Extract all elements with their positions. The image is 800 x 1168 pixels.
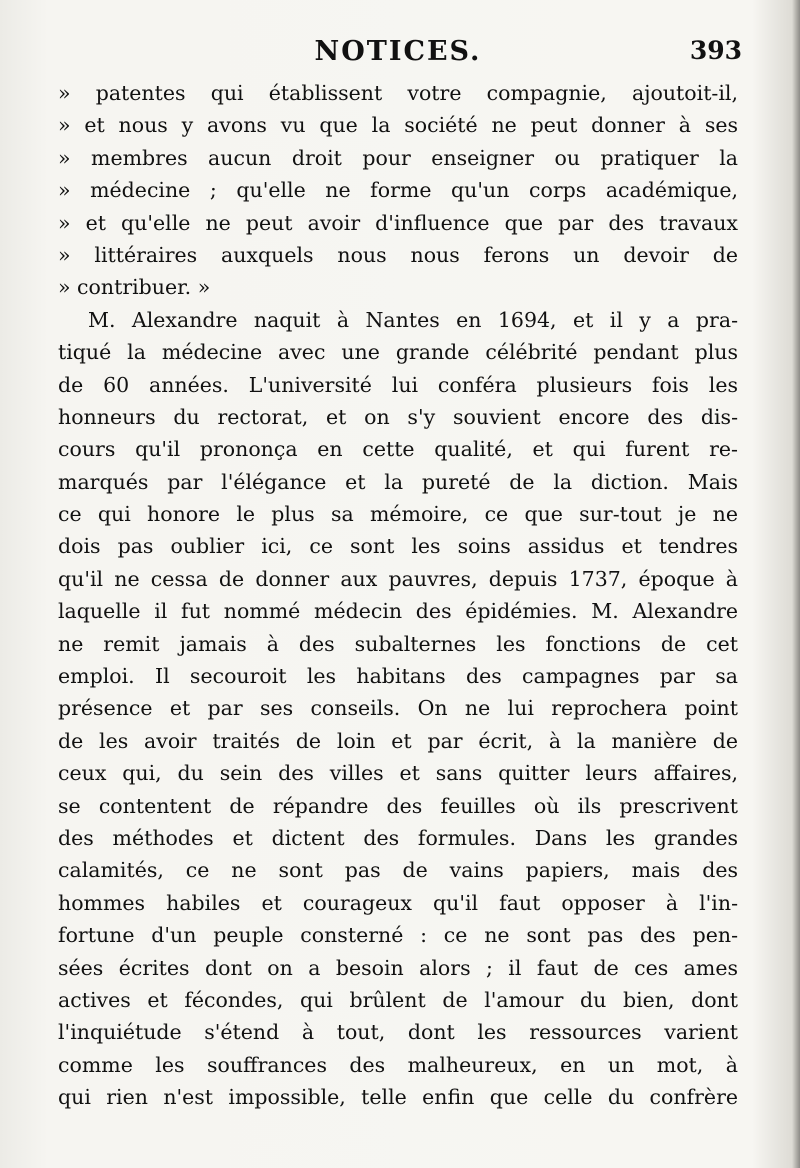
text-line: calamités, ce ne sont pas de vains papiers, mais des	[58, 858, 738, 883]
text-line: présence et par ses conseils. On ne lui reprochera point	[58, 696, 738, 721]
body-text	[58, 77, 738, 1114]
text-line: ceux qui, du sein des villes et sans quitter leurs affaires,	[58, 761, 738, 786]
paragraph-start-line: M. Alexandre naquit à Nantes en 1694, et il y a pra-	[88, 307, 738, 332]
text-line: laquelle il fut nommé médecin des épidémies. M. Alexandre	[58, 599, 738, 624]
text-line: » et qu'elle ne peut avoir d'influence que par des travaux	[58, 210, 738, 235]
text-line: qui rien n'est impossible, telle enfin que celle du confrère	[58, 1085, 738, 1110]
text-line: » médecine ; qu'elle ne forme qu'un corps académique,	[58, 178, 738, 203]
text-line: de 60 années. L'université lui conféra plusieurs fois les	[58, 372, 738, 397]
text-line: » et nous y avons vu que la société ne peut donner à ses	[58, 113, 738, 138]
text-line: comme les souffrances des malheureux, en un mot, à	[58, 1052, 738, 1077]
text-line: emploi. Il secouroit les habitans des campagnes par sa	[58, 664, 738, 689]
text-line: tiqué la médecine avec une grande célébrité pendant plus	[58, 340, 738, 365]
text-line: ce qui honore le plus sa mémoire, ce que sur-tout je ne	[58, 502, 738, 527]
text-line: sées écrites dont on a besoin alors ; il faut de ces ames	[58, 955, 738, 980]
running-title: NOTICES.	[314, 36, 482, 67]
text-line: cours qu'il prononça en cette qualité, et qui furent re-	[58, 437, 738, 462]
page-number: 393	[689, 36, 742, 65]
text-line: de les avoir traités de loin et par écrit, à la manière de	[58, 728, 738, 753]
text-line: hommes habiles et courageux qu'il faut opposer à l'in-	[58, 890, 738, 915]
text-line: des méthodes et dictent des formules. Dans les grandes	[58, 825, 738, 850]
text-line: l'inquiétude s'étend à tout, dont les ressources varient	[58, 1020, 738, 1045]
text-line: qu'il ne cessa de donner aux pauvres, depuis 1737, époque à	[58, 566, 738, 591]
text-line: honneurs du rectorat, et on s'y souvient encore des dis-	[58, 404, 738, 429]
text-line: dois pas oublier ici, ce sont les soins assidus et tendres	[58, 534, 738, 559]
page-header	[60, 36, 742, 76]
text-line: marqués par l'élégance et la pureté de la diction. Mais	[58, 469, 738, 494]
text-line: » contribuer. »	[58, 275, 211, 300]
text-line: fortune d'un peuple consterné : ce ne sont pas des pen-	[58, 923, 738, 948]
text-line: » patentes qui établissent votre compagnie, ajoutoit-il,	[58, 81, 738, 105]
text-line: actives et fécondes, qui brûlent de l'amour du bien, dont	[58, 987, 738, 1012]
text-line: » littéraires auxquels nous nous ferons un devoir de	[58, 242, 738, 267]
text-line: se contentent de répandre des feuilles où ils prescrivent	[58, 793, 738, 818]
text-line: » membres aucun droit pour enseigner ou pratiquer la	[58, 145, 738, 170]
page-edge-shadow	[792, 0, 800, 1168]
text-line: ne remit jamais à des subalternes les fonctions de cet	[58, 631, 738, 656]
